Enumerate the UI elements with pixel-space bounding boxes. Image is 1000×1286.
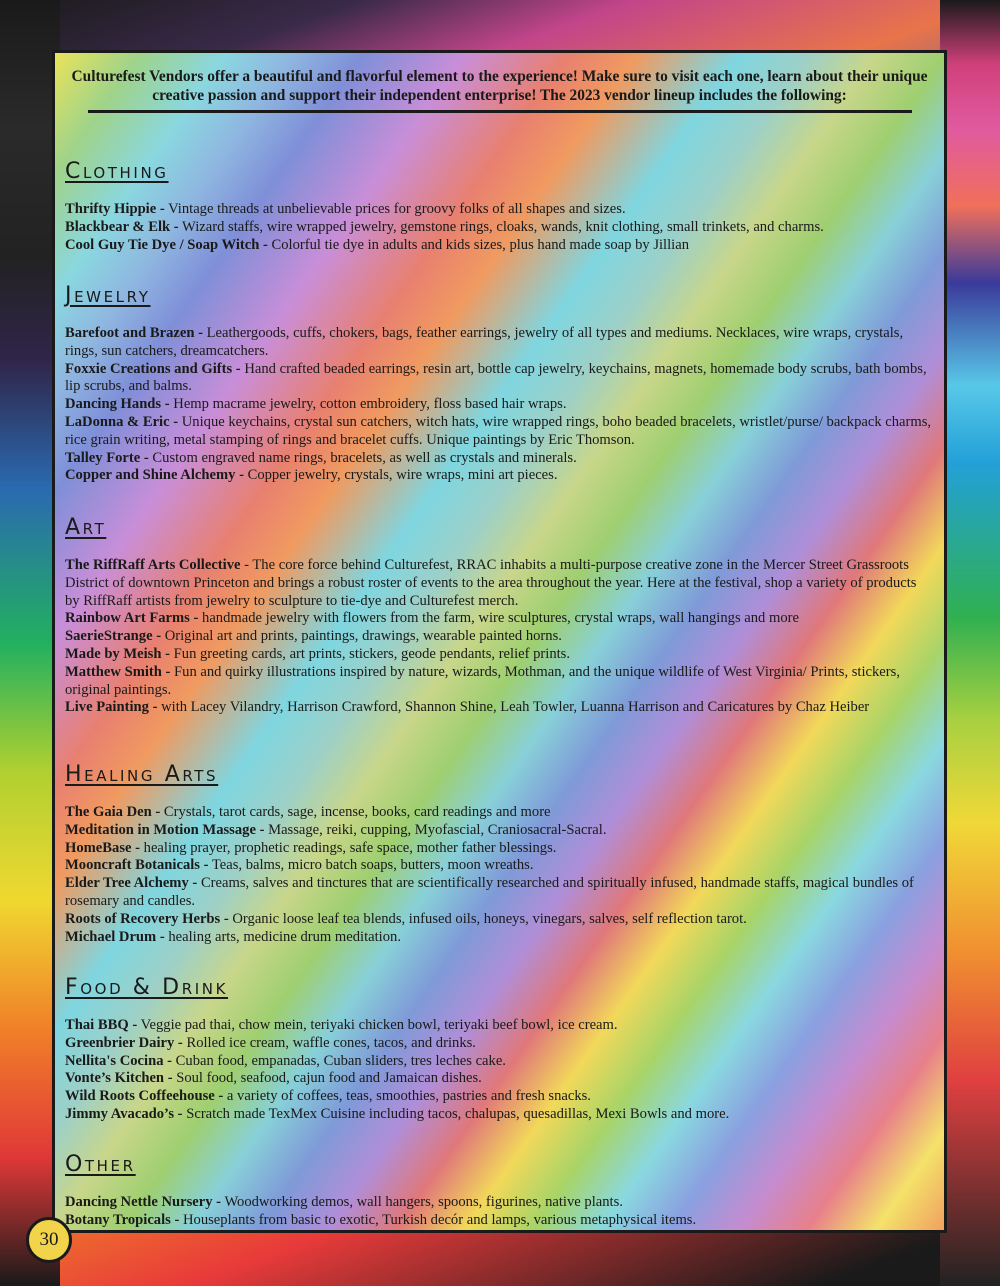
vendor-name: Vonte’s Kitchen - xyxy=(65,1070,173,1087)
vendor-description: handmade jewelry with flowers from the farm, wire sculptures, crystal wraps, wall hangings and more xyxy=(202,610,799,627)
vendor-description: Creams, salves and tinctures that are scientifically researched and spiritually infused, handmade staffs, magical bundles of rosemary and candles. xyxy=(65,875,914,909)
list-item xyxy=(65,1035,934,1053)
vendor-description: with Lacey Vilandry, Harrison Crawford, Shannon Shine, Leah Towler, Luanna Harrison and Caricatures by Chaz Heiber xyxy=(161,699,870,716)
vendor-name: Roots of Recovery Herbs - xyxy=(65,910,229,927)
vendor-name: Live Painting - xyxy=(65,699,158,716)
section-art xyxy=(65,515,934,717)
other-list xyxy=(65,1194,934,1230)
list-item xyxy=(65,237,934,255)
art-list xyxy=(65,557,934,717)
list-item xyxy=(65,361,934,397)
vendor-name: Dancing Hands - xyxy=(65,396,170,413)
vendor-description: Colorful tie dye in adults and kids sizes, plus hand made soap by Jillian xyxy=(271,236,689,253)
vendor-name: Dancing Nettle Nursery - xyxy=(65,1194,222,1210)
section-title-food-drink: Food & Drink xyxy=(65,975,229,1000)
vendor-name: Wild Roots Coffeehouse - xyxy=(65,1088,224,1105)
vendor-name: Talley Forte - xyxy=(65,449,149,466)
vendor-name: HomeBase - xyxy=(65,839,140,856)
list-item xyxy=(65,840,934,858)
list-item xyxy=(65,1212,934,1230)
vendor-description: Leathergoods, cuffs, chokers, bags, feather earrings, jewelry of all types and mediums. Necklaces, wire wraps, crystals, rings, sun catchers, dreamcatchers. xyxy=(65,325,904,359)
vendor-description: Massage, reiki, cupping, Myofascial, Craniosacral-Sacral. xyxy=(268,821,607,838)
section-healing-arts xyxy=(65,762,934,946)
vendor-description: Hand crafted beaded earrings, resin art, bottle cap jewelry, keychains, magnets, homemade body scrubs, bath bombs, lip scrubs, and balms. xyxy=(65,360,927,395)
vendor-name: The Gaia Den - xyxy=(65,804,161,820)
list-item xyxy=(65,1070,934,1088)
background-left-band xyxy=(0,0,60,1286)
vendor-description: Original art and prints, paintings, drawings, wearable painted horns. xyxy=(164,628,562,645)
vendor-name: Botany Tropicals - xyxy=(65,1211,180,1228)
vendor-description: Wizard staffs, wire wrapped jewelry, gemstone rings, cloaks, wands, knit clothing, small trinkets, and charms. xyxy=(182,218,824,235)
vendor-name: Nellita's Cocina - xyxy=(65,1052,173,1069)
list-item xyxy=(65,929,934,947)
list-item xyxy=(65,628,934,646)
vendor-description: Veggie pad thai, chow mein, teriyaki chicken bowl, teriyaki beef bowl, ice cream. xyxy=(140,1017,618,1033)
panel-content xyxy=(65,65,934,1228)
section-title-art: Art xyxy=(65,515,107,540)
vendor-name: Thrifty Hippie - xyxy=(65,201,165,217)
vendor-name: Made by Meish - xyxy=(65,645,170,662)
page-number: 30 xyxy=(39,1229,59,1250)
section-food-drink xyxy=(65,975,934,1124)
clothing-list xyxy=(65,201,934,254)
vendor-description: healing arts, medicine drum meditation. xyxy=(168,928,401,945)
list-item xyxy=(65,804,934,822)
vendor-name: Copper and Shine Alchemy - xyxy=(65,467,244,484)
list-item xyxy=(65,822,934,840)
list-item xyxy=(65,610,934,628)
section-title-other: Other xyxy=(65,1152,136,1177)
vendor-name: Michael Drum - xyxy=(65,928,165,945)
vendor-description: Teas, balms, micro batch soaps, butters, moon wreaths. xyxy=(211,857,534,874)
vendor-description: healing prayer, prophetic readings, safe space, mother father blessings. xyxy=(143,839,557,856)
vendor-name: Rainbow Art Farms - xyxy=(65,610,199,627)
list-item xyxy=(65,1017,934,1035)
vendor-description: Cuban food, empanadas, Cuban sliders, tres leches cake. xyxy=(175,1052,506,1069)
vendor-description: Rolled ice cream, waffle cones, tacos, and drinks. xyxy=(186,1034,476,1051)
list-item xyxy=(65,450,934,468)
vendor-description: Scratch made TexMex Cuisine including tacos, chalupas, quesadillas, Mexi Bowls and more. xyxy=(186,1105,730,1122)
background-right-band xyxy=(940,0,1000,1286)
vendor-description: a variety of coffees, teas, smoothies, pastries and fresh snacks. xyxy=(226,1088,591,1105)
list-item xyxy=(65,1053,934,1071)
jewelry-list xyxy=(65,325,934,485)
food-drink-list xyxy=(65,1017,934,1124)
section-clothing xyxy=(65,159,934,254)
page-number-badge xyxy=(26,1217,72,1263)
list-item xyxy=(65,467,934,485)
vendor-description: Custom engraved name rings, bracelets, as well as crystals and minerals. xyxy=(152,449,577,466)
vendor-name: Thai BBQ - xyxy=(65,1017,138,1033)
vendor-description: Houseplants from basic to exotic, Turkish decór and lamps, various metaphysical items. xyxy=(183,1211,697,1228)
vendor-description: Crystals, tarot cards, sage, incense, books, card readings and more xyxy=(163,804,551,820)
vendor-description: Organic loose leaf tea blends, infused oils, honeys, vinegars, salves, self reflection tarot. xyxy=(232,910,747,927)
vendor-description: Soul food, seafood, cajun food and Jamaican dishes. xyxy=(176,1070,482,1087)
vendor-description: Fun greeting cards, art prints, stickers, geode pendants, relief prints. xyxy=(173,645,571,662)
vendor-name: Jimmy Avacado’s - xyxy=(65,1105,183,1122)
list-item xyxy=(65,414,934,450)
vendor-name: Cool Guy Tie Dye / Soap Witch - xyxy=(65,236,268,253)
vendor-name: The RiffRaff Arts Collective xyxy=(65,557,245,573)
vendor-name: Foxxie Creations and Gifts - xyxy=(65,360,241,377)
vendor-name: Blackbear & Elk - xyxy=(65,218,179,235)
list-item xyxy=(65,1194,934,1212)
list-item xyxy=(65,875,934,911)
vendor-name: Meditation in Motion Massage - xyxy=(65,821,265,838)
section-title-clothing: Clothing xyxy=(65,159,169,184)
section-jewelry xyxy=(65,283,934,485)
vendor-description: Woodworking demos, wall hangers, spoons, figurines, native plants. xyxy=(224,1194,623,1210)
vendor-name: LaDonna & Eric - xyxy=(65,413,179,430)
vendor-description: Copper jewelry, crystals, wire wraps, mini art pieces. xyxy=(247,467,558,484)
vendor-description: Fun and quirky illustrations inspired by nature, wizards, Mothman, and the unique wildlife of West Virginia/ Prints, stickers, original paintings. xyxy=(65,663,900,698)
list-item xyxy=(65,396,934,414)
section-title-jewelry: Jewelry xyxy=(65,283,151,308)
section-title-healing-arts: Healing Arts xyxy=(65,762,219,787)
list-item xyxy=(65,857,934,875)
vendor-name: SaerieStrange - xyxy=(65,628,162,645)
intro-text: Culturefest Vendors offer a beautiful and flavorful element to the experience! Make sure to visit each one, learn about their unique creative passion and support their independent enterprise! The 2023 vendor lineup includes the following: xyxy=(71,68,928,104)
list-item xyxy=(65,699,934,717)
vendor-name: Greenbrier Dairy - xyxy=(65,1034,183,1051)
vendor-name: Mooncraft Botanicals - xyxy=(65,857,209,874)
vendor-description: Unique keychains, crystal sun catchers, witch hats, wire wrapped rings, boho beaded bracelets, wristlet/purse/ backpack charms, rice grain writing, metal stamping of rings and bracelet cuffs. Unique paintings by Eric Thomson. xyxy=(65,413,932,448)
list-item xyxy=(65,1088,934,1106)
intro-divider xyxy=(88,110,912,113)
list-item xyxy=(65,1106,934,1124)
vendor-list-panel xyxy=(52,50,947,1233)
vendor-description: Vintage threads at unbelievable prices for groovy folks of all shapes and sizes. xyxy=(168,201,626,217)
list-item xyxy=(65,201,934,219)
list-item xyxy=(65,664,934,700)
vendor-name: Matthew Smith - xyxy=(65,663,171,680)
healing-arts-list xyxy=(65,804,934,946)
list-item xyxy=(65,646,934,664)
section-other xyxy=(65,1152,934,1230)
vendor-description: Hemp macrame jewelry, cotton embroidery, floss based hair wraps. xyxy=(173,396,567,413)
vendor-description: - The core force behind Culturefest, RRAC inhabits a multi-purpose creative zone in the Mercer Street Grassroots District of downtown Princeton and brings a robust roster of events to the area throughout the year. Here at the festival, shop a variety of products by RiffRaff artists from jewelry to sculpture to tie-dye and Culturefest merch. xyxy=(65,557,917,609)
vendor-name: Elder Tree Alchemy - xyxy=(65,875,198,892)
list-item xyxy=(65,325,934,361)
list-item xyxy=(65,557,934,610)
vendor-name: Barefoot and Brazen - xyxy=(65,325,203,341)
list-item xyxy=(65,219,934,237)
list-item xyxy=(65,911,934,929)
